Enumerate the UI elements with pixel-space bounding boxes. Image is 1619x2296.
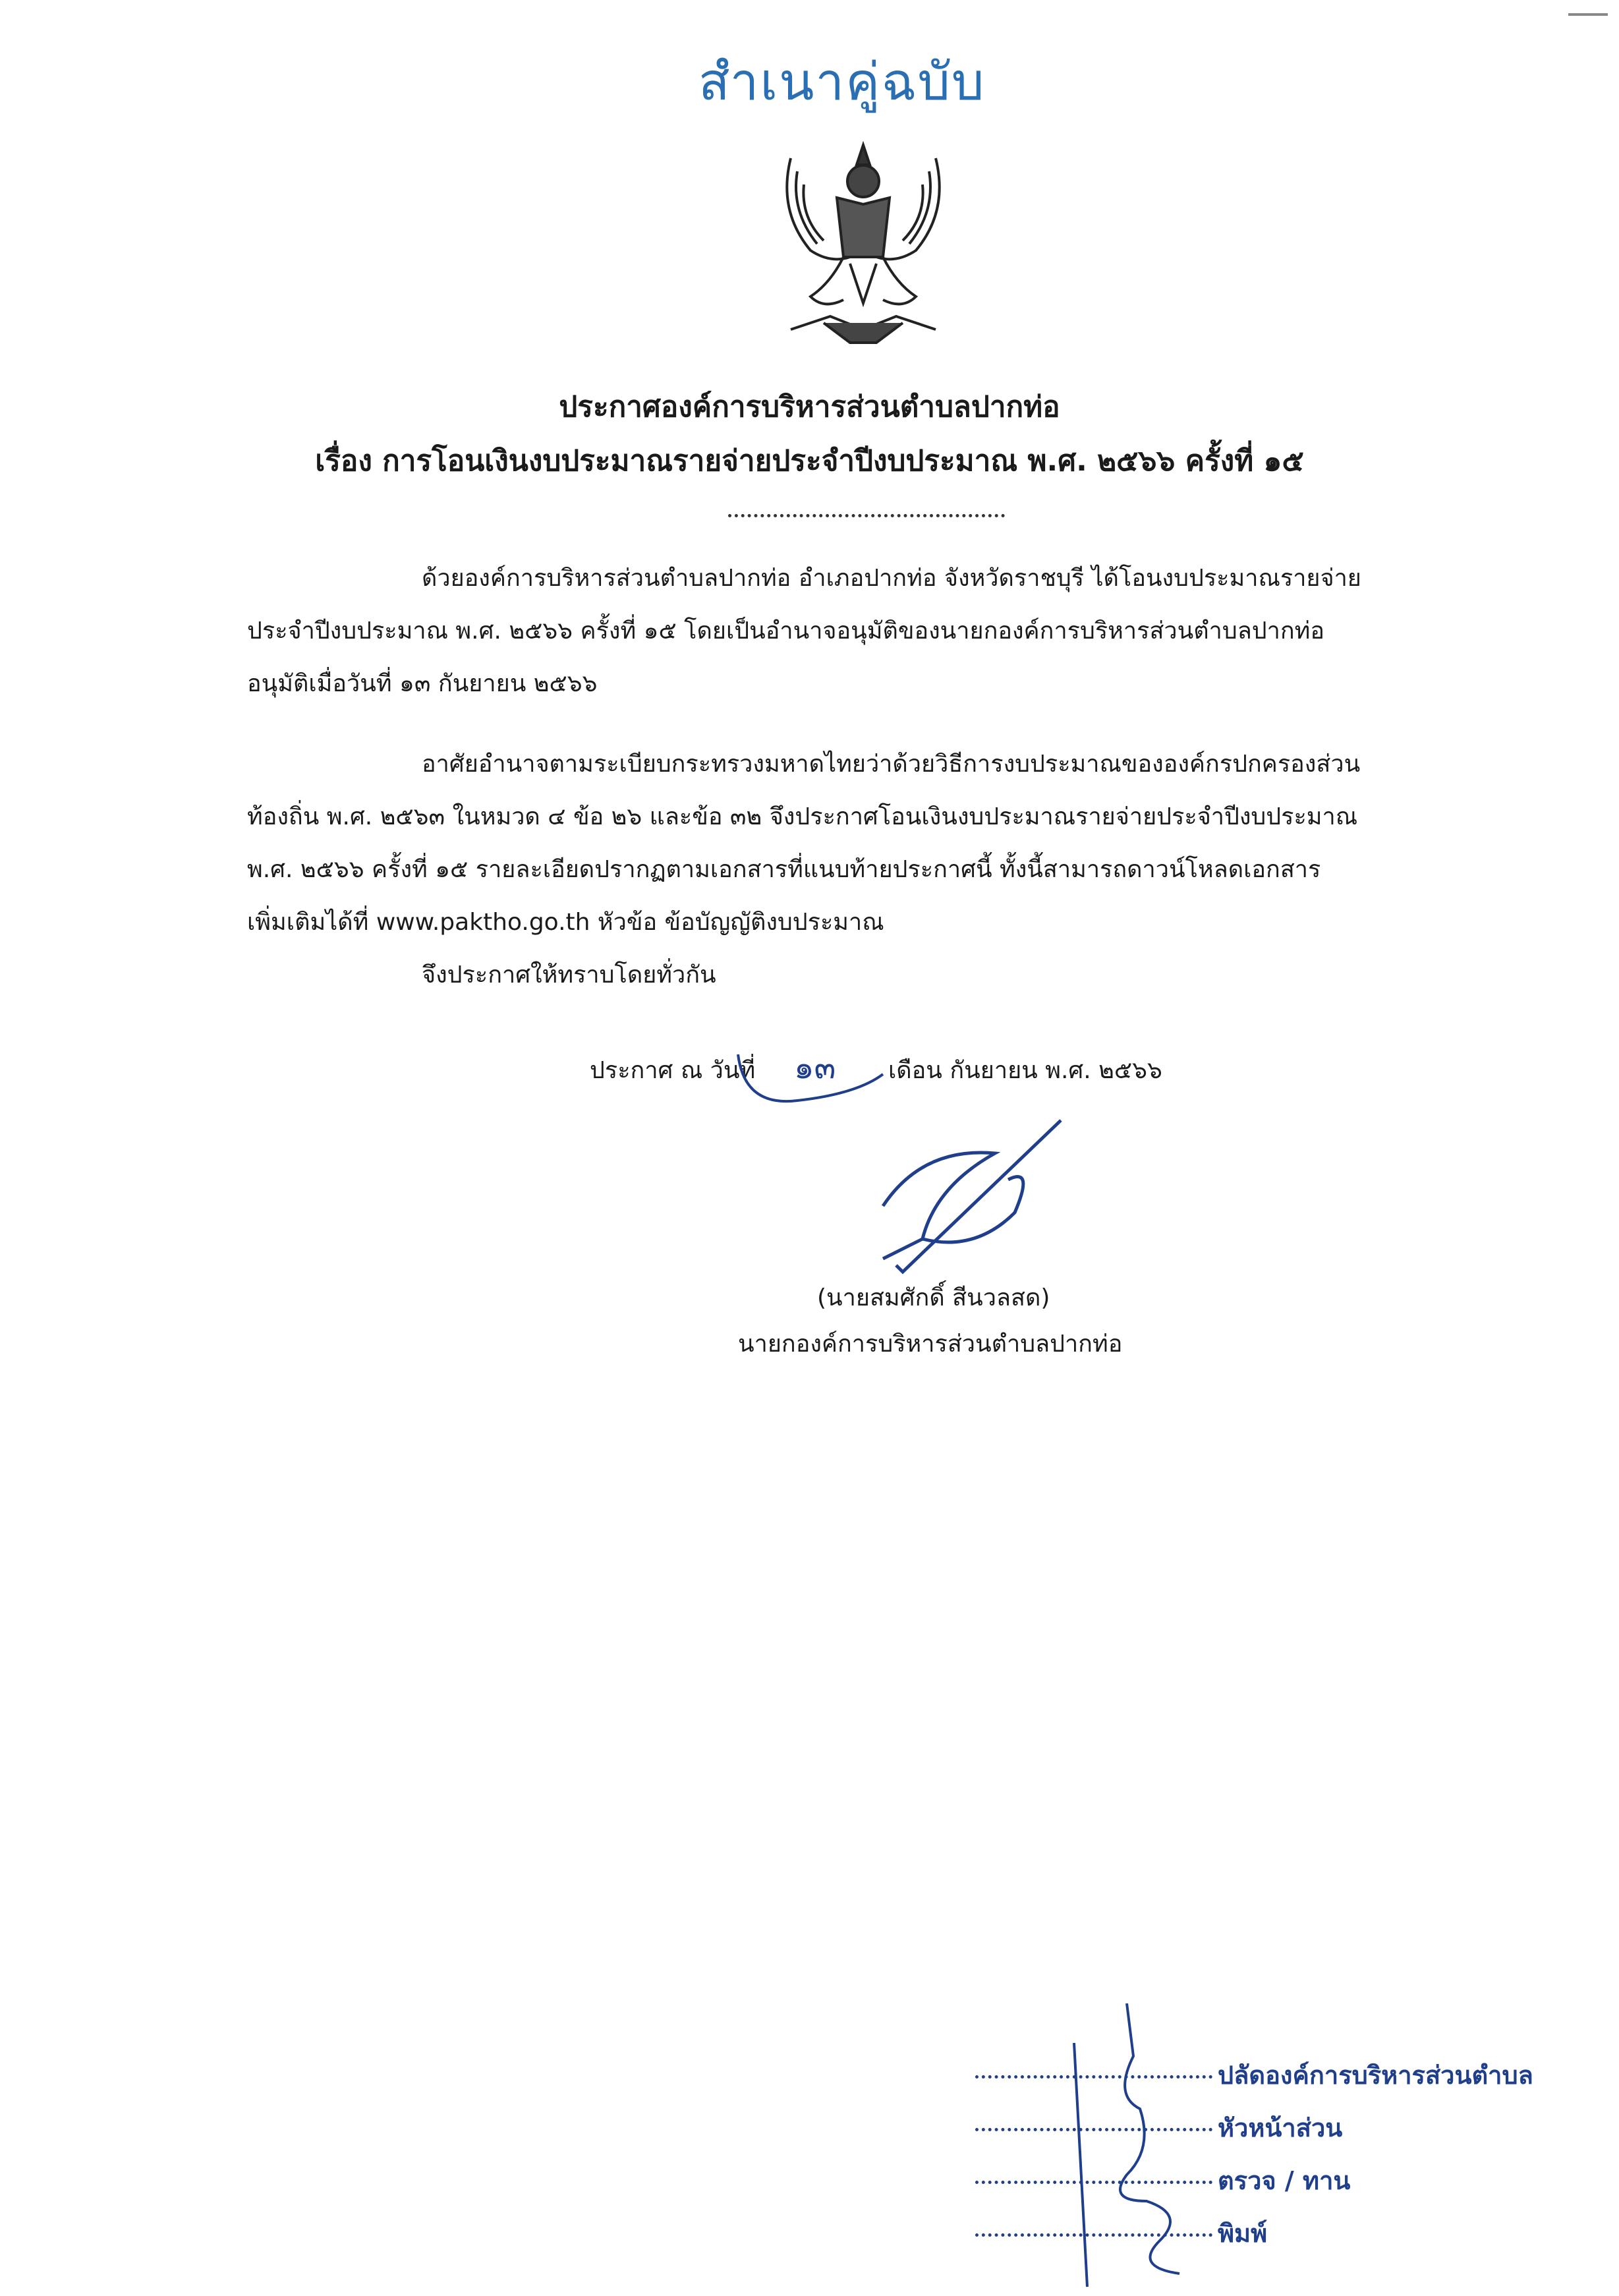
paragraph-1-line-2: ประจำปีงบประมาณ พ.ศ. ๒๕๖๖ ครั้งที่ ๑๕ โดยเป็นอำนาจอนุมัติของนายกองค์การบริหารส่วนตำบลปากท่อ (247, 617, 1324, 645)
routing-line-review: ตรวจ / ทาน (975, 2160, 1350, 2200)
title-divider (728, 514, 1005, 517)
copy-stamp: สำเนาคู่ฉบับ (698, 53, 986, 112)
garuda-emblem-icon (751, 132, 975, 359)
signatory-name: (นายสมศักดิ์ สีนวลสด) (817, 1284, 1050, 1311)
announcement-title: ประกาศองค์การบริหารส่วนตำบลปากท่อ (559, 390, 1060, 424)
date-suffix: เดือน กันยายน พ.ศ. ๒๕๖๖ (888, 1057, 1162, 1084)
paragraph-2-line-4: เพิ่มเติมได้ที่ www.paktho.go.th หัวข้อ ข้อบัญญัติงบประมาณ (247, 909, 884, 936)
signatory-position: นายกองค์การบริหารส่วนตำบลปากท่อ (738, 1331, 1123, 1358)
paragraph-2-line-1: อาศัยอำนาจตามระเบียบกระทรวงมหาดไทยว่าด้วยวิธีการงบประมาณขององค์กรปกครองส่วน (422, 751, 1361, 778)
date-prefix: ประกาศ ณ วันที่ (590, 1057, 756, 1084)
announcement-subject: เรื่อง การโอนเงินงบประมาณรายจ่ายประจำปีงบประมาณ พ.ศ. ๒๕๖๖ ครั้งที่ ๑๕ (315, 444, 1304, 478)
routing-line-chief-admin: ปลัดองค์การบริหารส่วนตำบล (975, 2055, 1533, 2095)
paragraph-3: จึงประกาศให้ทราบโดยทั่วกัน (422, 961, 716, 989)
routing-line-division-head: หัวหน้าส่วน (975, 2108, 1342, 2148)
paragraph-2-line-3: พ.ศ. ๒๕๖๖ ครั้งที่ ๑๕ รายละเอียดปรากฏตามเอกสารที่แนบท้ายประกาศนี้ ทั้งนี้สามารถดาวน์โหลดเอกสาร (247, 856, 1321, 883)
scan-corner-mark (1568, 13, 1608, 16)
signature-image (843, 1107, 1094, 1278)
date-day-handwritten: ๑๓ (794, 1049, 836, 1086)
paragraph-1-line-1: ด้วยองค์การบริหารส่วนตำบลปากท่อ อำเภอปากท่อ จังหวัดราชบุรี ได้โอนงบประมาณรายจ่าย (422, 565, 1361, 592)
routing-line-typist: พิมพ์ (975, 2213, 1267, 2253)
paragraph-1-line-3: อนุมัติเมื่อวันที่ ๑๓ กันยายน ๒๕๖๖ (247, 670, 598, 697)
paragraph-2-line-2: ท้องถิ่น พ.ศ. ๒๕๖๓ ในหมวด ๔ ข้อ ๒๖ และข้อ ๓๒ จึงประกาศโอนเงินงบประมาณรายจ่ายประจำปีงบประมาณ (247, 803, 1358, 830)
